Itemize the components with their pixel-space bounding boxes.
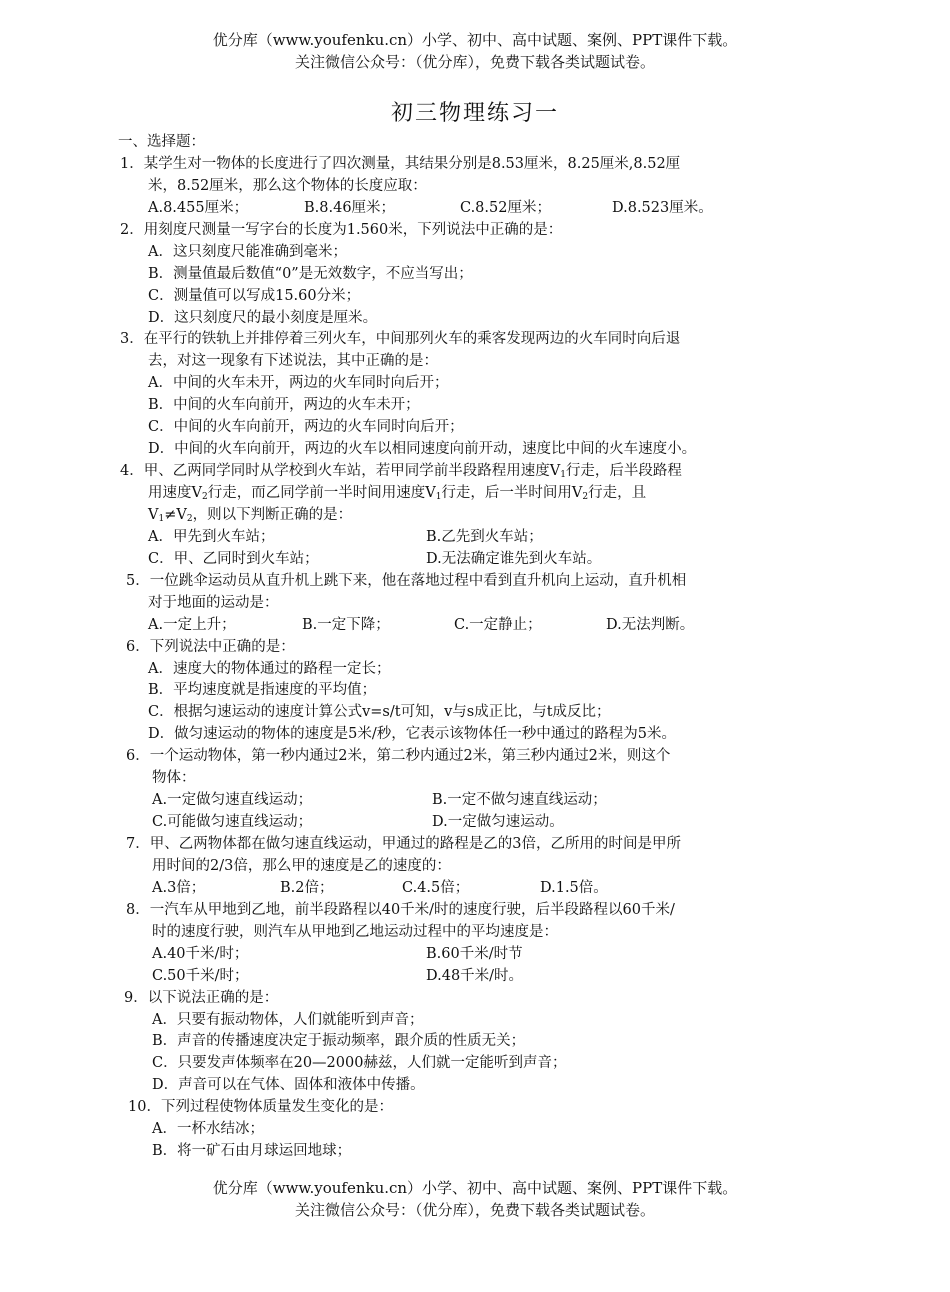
question-5-line-2: 对于地面的运动是： xyxy=(148,594,279,611)
section-heading: 一、选择题： xyxy=(118,134,205,150)
option-d: D．这只刻度尺的最小刻度是厘米。 xyxy=(148,309,378,326)
option-a: A．速度大的物体通过的路程一定长； xyxy=(148,660,391,677)
option-a: A．一杯水结冰； xyxy=(152,1121,264,1138)
option-d: D.无法确定谁先到火车站。 xyxy=(426,550,602,567)
question-9-line-1: 9．以下说法正确的是： xyxy=(124,989,279,1006)
question-8-line-2: 时的速度行驶，则汽车从甲地到乙地运动过程中的平均速度是： xyxy=(152,923,558,940)
option-c: C．只要发声体频率在20—2000赫兹，人们就一定能听到声音； xyxy=(152,1055,567,1072)
option-d: D.48千米/时。 xyxy=(426,967,524,984)
question-5-line-1: 5．一位跳伞运动员从直升机上跳下来，他在落地过程中看到直升机向上运动，直升机相 xyxy=(126,572,687,589)
option-c: C.可能做匀速直线运动； xyxy=(152,814,313,831)
page-title: 初三物理练习一 xyxy=(390,101,559,126)
option-a: A.40千米/时； xyxy=(152,945,249,962)
question-7-options xyxy=(118,878,838,900)
option-c: C．根据匀速运动的速度计算公式v=s/t可知，v与s成正比，与t成反比； xyxy=(148,704,611,721)
option-c: C.50千米/时； xyxy=(152,967,249,984)
option-d: D．中间的火车向前开，两边的火车以相同速度向前开动，速度比中间的火车速度小。 xyxy=(148,441,697,458)
header-line-2: 关注微信公众号：（优分库），免费下载各类试题试卷。 xyxy=(294,53,655,71)
option-d: D.8.523厘米。 xyxy=(612,199,713,216)
question-list xyxy=(118,132,838,1163)
question-6b-line-2: 物体： xyxy=(152,770,196,787)
header-line-1: 优分库（www.youfenku.cn）小学、初中、高中试题、案例、PPT课件下载。 xyxy=(212,31,738,49)
option-b: B.一定不做匀速直线运动； xyxy=(432,792,607,809)
question-8-options-row-2 xyxy=(118,966,838,988)
question-6b-options-row-1 xyxy=(118,790,838,812)
question-8-line-1: 8．一汽车从甲地到乙地，前半段路程以40千米/时的速度行驶，后半段路程以60千米/ xyxy=(126,901,675,918)
option-a: A．这只刻度尺能准确到毫米； xyxy=(148,243,347,260)
option-c: C．甲、乙同时到火车站； xyxy=(148,550,319,567)
question-10-line-1: 10．下列过程使物体质量发生变化的是： xyxy=(128,1099,393,1116)
option-c: C.一定静止； xyxy=(454,616,542,633)
question-3-line-2: 去，对这一现象有下述说法，其中正确的是： xyxy=(148,353,438,370)
option-d: D．声音可以在气体、固体和液体中传播。 xyxy=(152,1077,425,1094)
option-a: A.3倍； xyxy=(152,879,206,896)
option-d: D.无法判断。 xyxy=(606,616,695,633)
question-1-line-2: 米，8.52厘米，那么这个物体的长度应取： xyxy=(148,177,427,194)
question-4-line-1: 4．甲、乙两同学同时从学校到火车站，若甲同学前半段路程用速度$V_1$行走，后半段路程 xyxy=(120,463,682,481)
option-b: B.60千米/时节 xyxy=(426,945,523,962)
question-4-line-3: $V_1\ne V_2$，则以下判断正确的是： xyxy=(148,506,353,524)
option-b: B．平均速度就是指速度的平均值； xyxy=(148,682,377,699)
option-d: D.一定做匀速运动。 xyxy=(432,814,564,831)
option-a: A.8.455厘米； xyxy=(148,199,249,216)
option-a: A．中间的火车未开，两边的火车同时向后开； xyxy=(148,375,449,392)
option-d: D．做匀速运动的物体的速度是5米/秒，它表示该物体任一秒中通过的路程为5米。 xyxy=(148,726,676,743)
option-d: D.1.5倍。 xyxy=(540,879,608,896)
question-5-options xyxy=(118,615,838,637)
question-8-options-row-1 xyxy=(118,944,838,966)
option-c: C.8.52厘米； xyxy=(460,199,551,216)
option-b: B．测量值最后数值“0”是无效数字，不应当写出； xyxy=(148,265,473,282)
option-a: A．只要有振动物体，人们就能听到声音； xyxy=(152,1011,424,1028)
question-4-options-row-1 xyxy=(118,527,838,549)
footer-line-2: 关注微信公众号：（优分库），免费下载各类试题试卷。 xyxy=(294,1201,655,1219)
option-b: B．将一矿石由月球运回地球； xyxy=(152,1143,352,1160)
question-3-line-1: 3．在平行的铁轨上并排停着三列火车，中间那列火车的乘客发现两边的火车同时向后退 xyxy=(120,331,681,348)
option-a: A.一定做匀速直线运动； xyxy=(152,792,313,809)
option-a: A．甲先到火车站； xyxy=(148,528,275,545)
question-4-line-2: 用速度$V_2$行走，而乙同学前一半时间用速度$V_1$行走，后一半时间用$V_2$行走，且 xyxy=(148,485,647,502)
question-6a-line-1: 6．下列说法中正确的是： xyxy=(126,638,295,655)
option-b: B.一定下降； xyxy=(302,616,390,633)
option-b: B.8.46厘米； xyxy=(304,199,396,216)
question-4-options-row-2 xyxy=(118,549,838,571)
option-c: C.4.5倍； xyxy=(402,879,470,896)
option-b: B．声音的传播速度决定于振动频率，跟介质的性质无关； xyxy=(152,1033,526,1050)
question-6b-line-1: 6．一个运动物体，第一秒内通过2米，第二秒内通过2米，第三秒内通过2米，则这个 xyxy=(126,748,671,765)
question-7-line-1: 7．甲、乙两物体都在做匀速直线运动，甲通过的路程是乙的3倍，乙所用的时间是甲所 xyxy=(126,836,681,852)
option-a: A.一定上升； xyxy=(148,616,236,633)
option-b: B.乙先到火车站； xyxy=(426,528,543,545)
question-7-line-2: 用时间的2/3倍，那么甲的速度是乙的速度的： xyxy=(152,857,451,874)
option-c: C．中间的火车向前开，两边的火车同时向后开； xyxy=(148,419,464,436)
option-b: B．中间的火车向前开，两边的火车未开； xyxy=(148,397,420,414)
question-6b-options-row-2 xyxy=(118,812,838,834)
question-1-options xyxy=(118,198,838,220)
option-c: C．测量值可以写成15.60分米； xyxy=(148,287,361,304)
option-b: B.2倍； xyxy=(280,879,334,896)
question-2-line-1: 2．用刻度尺测量一写字台的长度为1.560米，下列说法中正确的是： xyxy=(120,221,563,238)
footer-line-1: 优分库（www.youfenku.cn）小学、初中、高中试题、案例、PPT课件下载。 xyxy=(212,1179,738,1197)
question-1-line-1: 1．某学生对一物体的长度进行了四次测量，其结果分别是8.53厘米，8.25厘米,8.52厘 xyxy=(120,155,681,172)
